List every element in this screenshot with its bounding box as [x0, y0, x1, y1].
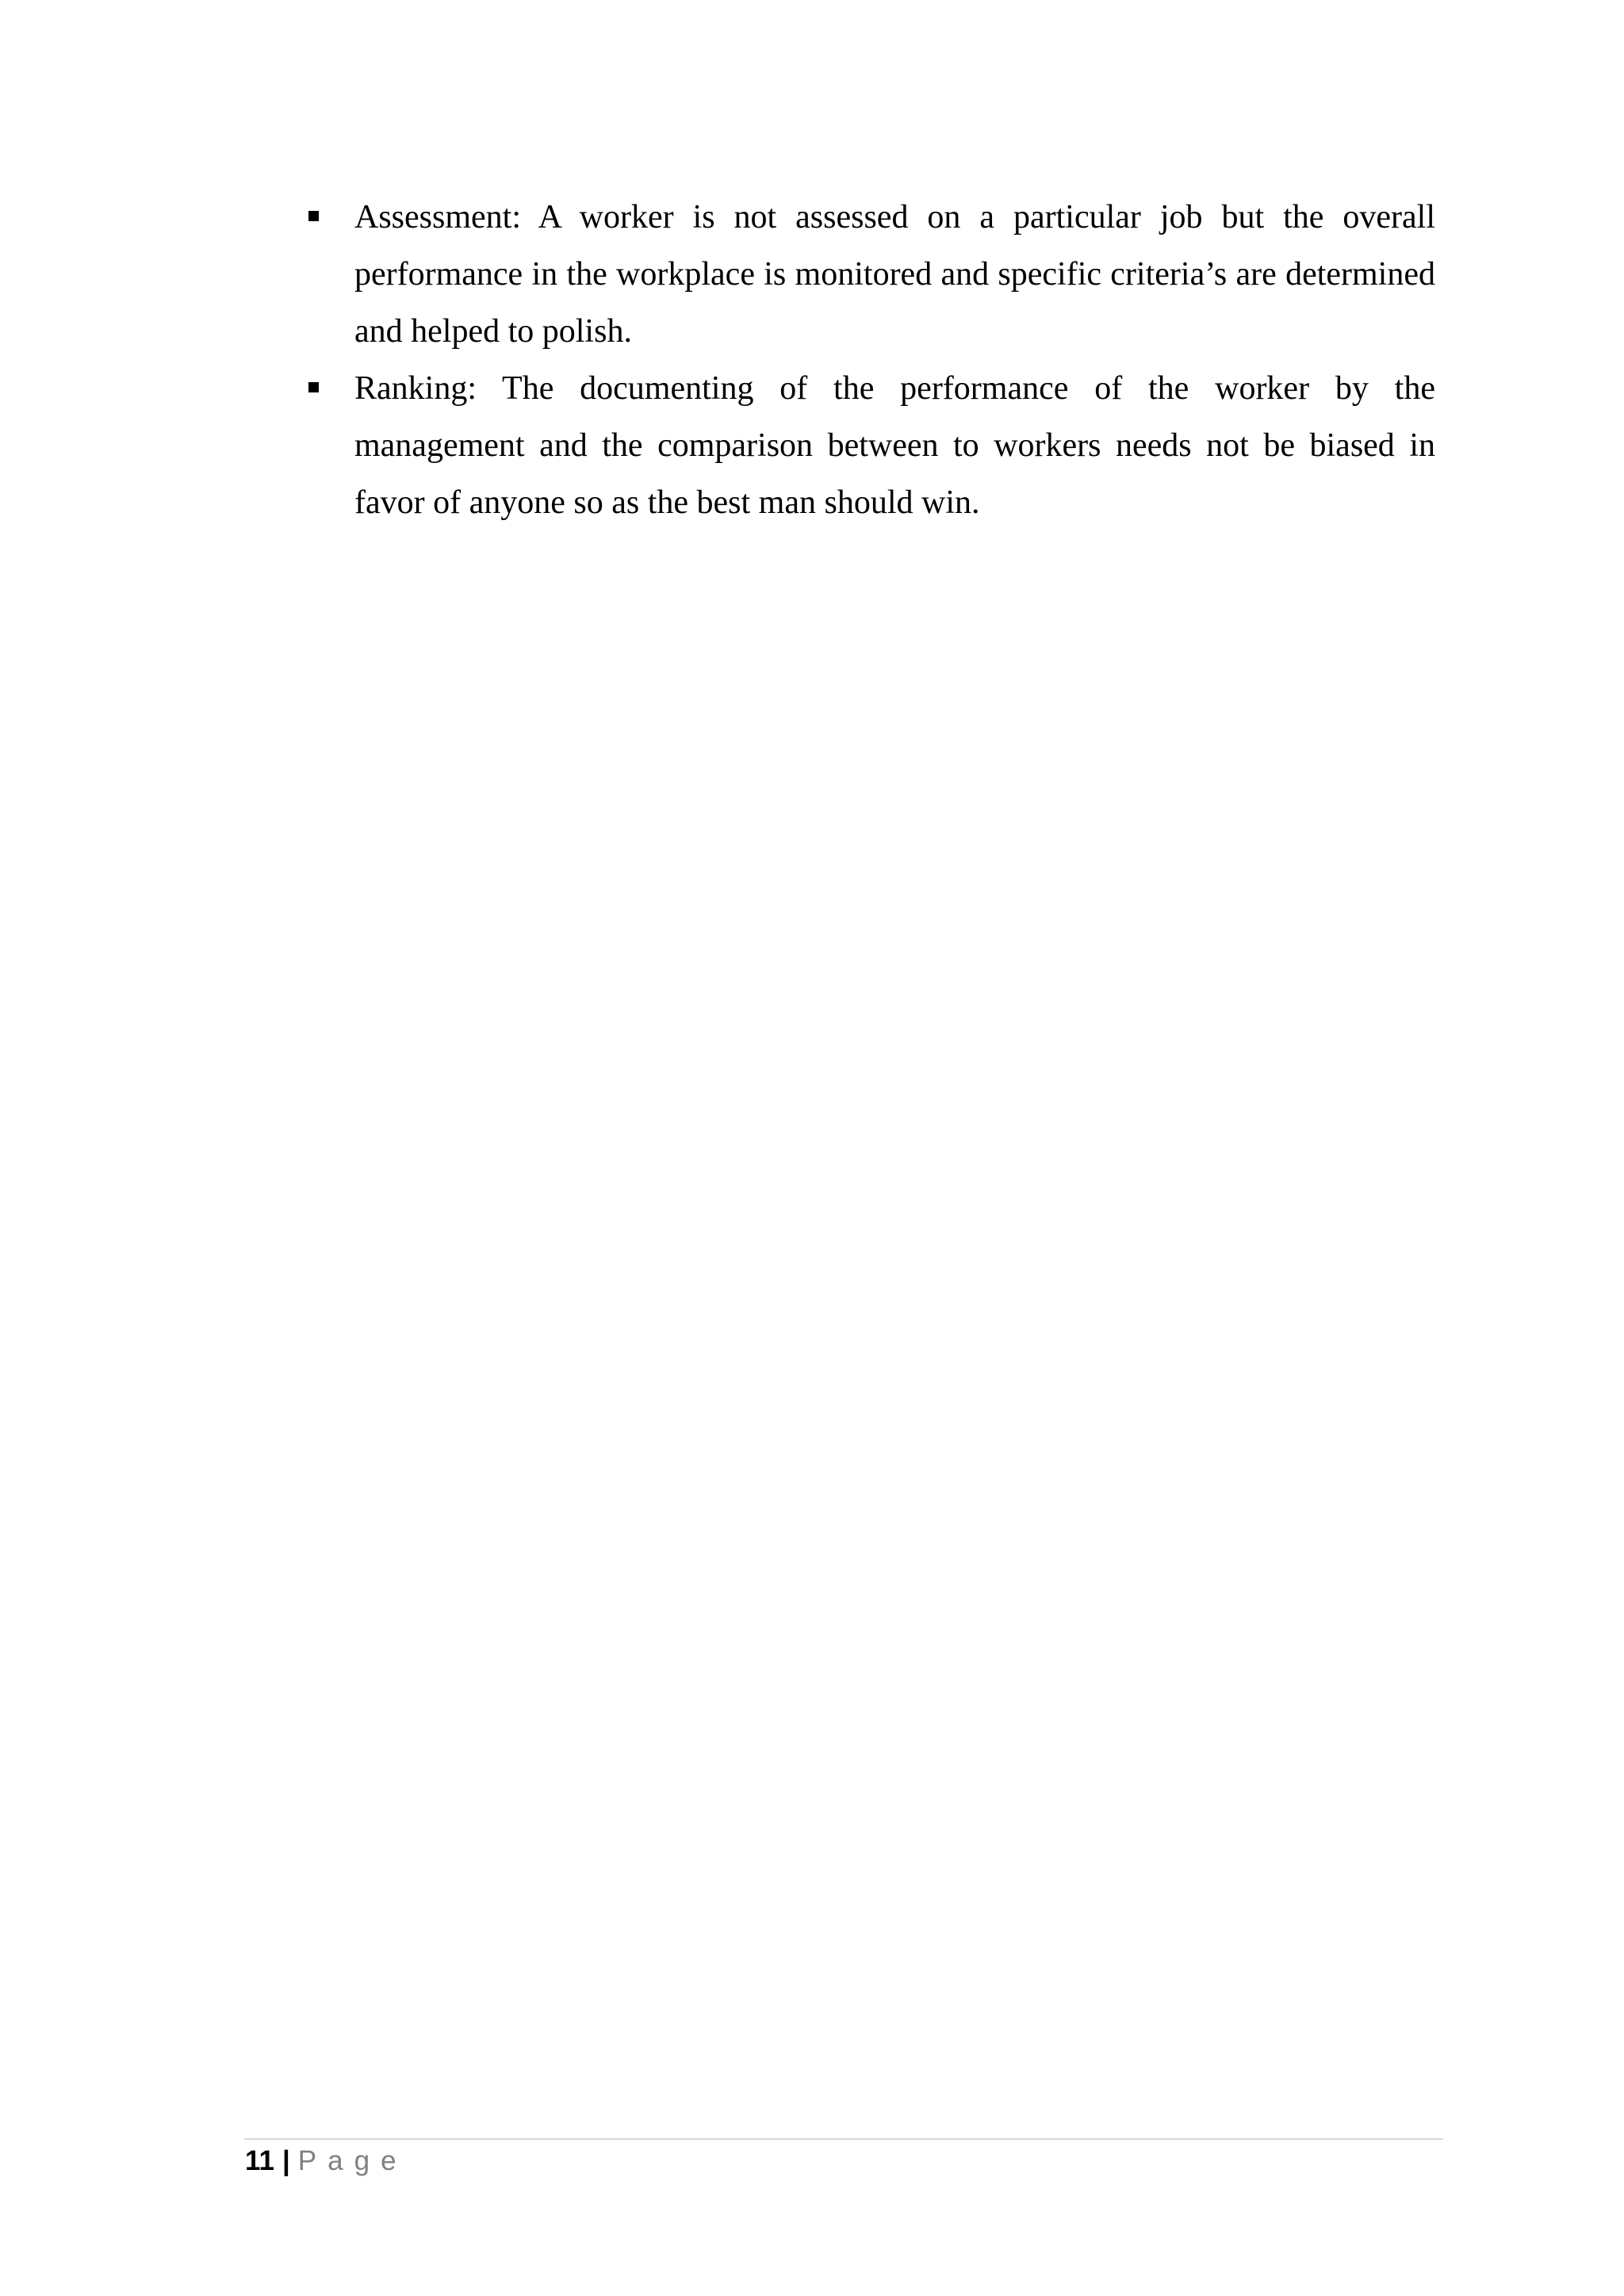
bullet-text: Assessment: A worker is not assessed on a particular job but the overall performance in the workplace is monitored and specific criteria’s are determined and helped to polish.: [354, 199, 1435, 350]
list-item-assessment: [301, 189, 1435, 360]
page-label: Page: [297, 2145, 408, 2176]
bullet-list: [301, 189, 1435, 531]
footer-separator: |: [282, 2145, 290, 2176]
footer-divider: [244, 2138, 1443, 2140]
list-item-ranking: [301, 360, 1435, 531]
page-number: 11: [245, 2145, 274, 2176]
page-footer: [245, 2141, 408, 2182]
square-bullet-icon: [308, 382, 319, 392]
square-bullet-icon: [308, 211, 319, 221]
bullet-text: Ranking: The documenting of the performance of the worker by the management and the comparison between to workers needs not be biased in favor of anyone so as the best man should win.: [354, 370, 1435, 521]
